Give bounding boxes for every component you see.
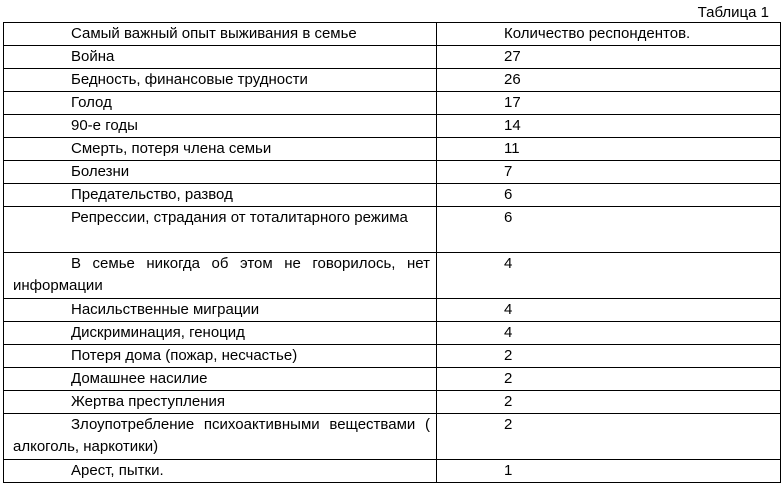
experience-label: Смерть, потеря члена семьи bbox=[71, 140, 272, 157]
count-cell: 26 bbox=[437, 69, 781, 92]
count-cell: 2 bbox=[437, 414, 781, 460]
experience-cell bbox=[4, 69, 437, 92]
experience-label: Война bbox=[71, 48, 115, 65]
table-caption: Таблица 1 bbox=[697, 4, 769, 21]
header-cell-experience bbox=[4, 23, 437, 46]
table-row bbox=[4, 161, 781, 184]
experience-label: Насильственные миграции bbox=[71, 301, 260, 318]
experience-cell bbox=[4, 299, 437, 322]
experience-cell bbox=[4, 138, 437, 161]
experience-label: Репрессии, страдания от тоталитарного режима bbox=[71, 209, 408, 226]
experience-label: Болезни bbox=[71, 163, 130, 180]
table-row bbox=[4, 115, 781, 138]
header-cell-count: Количество респондентов. bbox=[437, 23, 781, 46]
table-row bbox=[4, 69, 781, 92]
table-row bbox=[4, 138, 781, 161]
experience-cell bbox=[4, 115, 437, 138]
table-row bbox=[4, 184, 781, 207]
experience-cell bbox=[4, 46, 437, 69]
experience-label: Жертва преступления bbox=[71, 393, 226, 410]
table-row bbox=[4, 345, 781, 368]
table-row bbox=[4, 46, 781, 69]
experience-cell bbox=[4, 322, 437, 345]
experience-cell bbox=[4, 368, 437, 391]
experience-label: Злоупотребление психоактивными веществами ( алкоголь, наркотики) bbox=[13, 416, 430, 455]
count-cell: 4 bbox=[437, 322, 781, 345]
count-cell: 2 bbox=[437, 368, 781, 391]
experience-label: Дискриминация, геноцид bbox=[71, 324, 245, 341]
experience-label: Потеря дома (пожар, несчастье) bbox=[71, 347, 298, 364]
count-cell: 2 bbox=[437, 391, 781, 414]
count-cell: 6 bbox=[437, 184, 781, 207]
experience-label: Арест, пытки. bbox=[71, 462, 164, 479]
experience-label: В семье никогда об этом не говорилось, нет информации bbox=[13, 255, 430, 294]
experience-cell bbox=[4, 460, 437, 483]
table-row bbox=[4, 391, 781, 414]
table-row bbox=[4, 322, 781, 345]
experience-cell bbox=[4, 345, 437, 368]
table-header-row bbox=[4, 23, 781, 46]
experience-cell bbox=[4, 92, 437, 115]
table-row bbox=[4, 414, 781, 460]
survival-experience-table bbox=[3, 22, 781, 483]
count-cell: 2 bbox=[437, 345, 781, 368]
experience-cell bbox=[4, 207, 437, 253]
count-cell: 14 bbox=[437, 115, 781, 138]
count-cell: 1 bbox=[437, 460, 781, 483]
table-row bbox=[4, 299, 781, 322]
experience-cell bbox=[4, 391, 437, 414]
count-cell: 7 bbox=[437, 161, 781, 184]
count-cell: 27 bbox=[437, 46, 781, 69]
experience-label: 90-е годы bbox=[71, 117, 138, 134]
experience-cell bbox=[4, 161, 437, 184]
experience-label: Бедность, финансовые трудности bbox=[71, 71, 308, 88]
count-cell: 11 bbox=[437, 138, 781, 161]
count-cell: 17 bbox=[437, 92, 781, 115]
experience-label: Домашнее насилие bbox=[71, 370, 208, 387]
table-row bbox=[4, 460, 781, 483]
experience-cell bbox=[4, 184, 437, 207]
table-row bbox=[4, 253, 781, 299]
header-experience-label: Самый важный опыт выживания в семье bbox=[71, 25, 357, 42]
experience-cell bbox=[4, 253, 437, 299]
count-cell: 4 bbox=[437, 253, 781, 299]
table-row bbox=[4, 207, 781, 253]
table-row bbox=[4, 92, 781, 115]
experience-label: Предательство, развод bbox=[71, 186, 233, 203]
table-row bbox=[4, 368, 781, 391]
experience-label: Голод bbox=[71, 94, 112, 111]
experience-cell bbox=[4, 414, 437, 460]
count-cell: 4 bbox=[437, 299, 781, 322]
count-cell: 6 bbox=[437, 207, 781, 253]
